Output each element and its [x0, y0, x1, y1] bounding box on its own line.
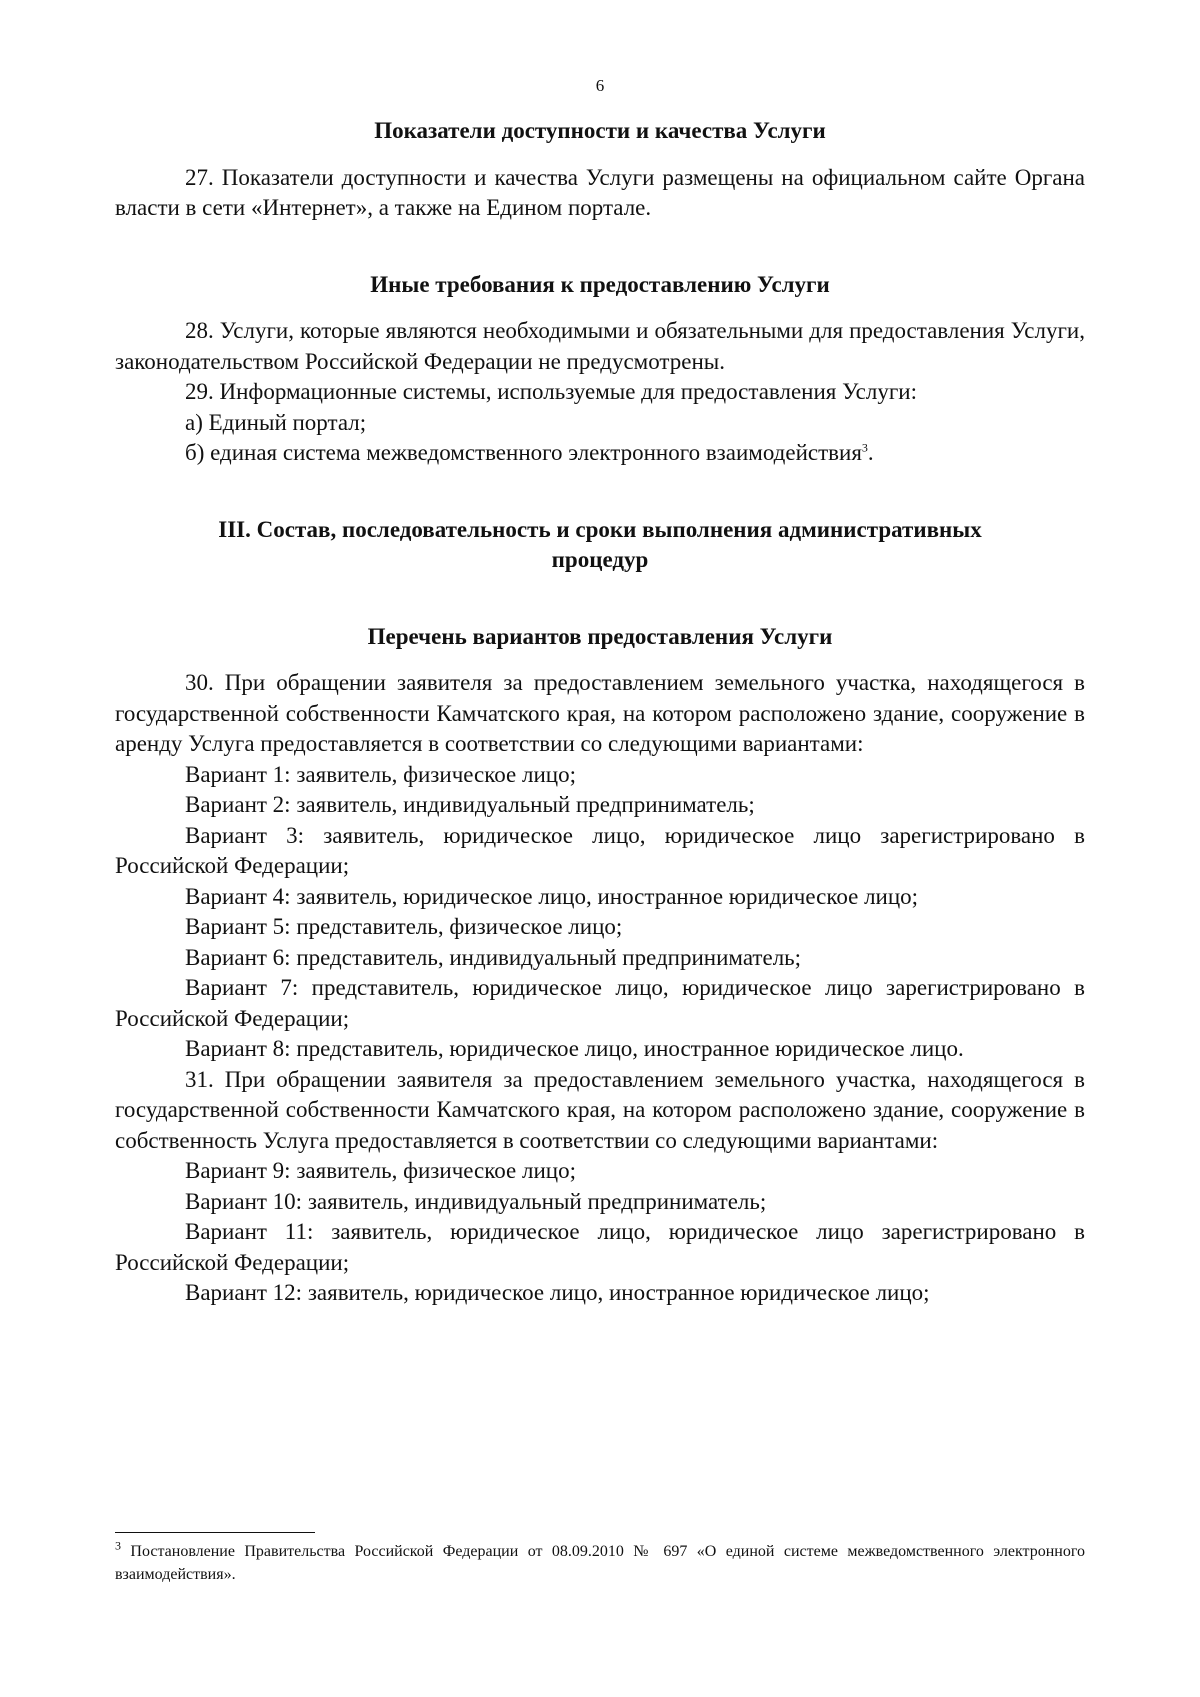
paragraph-30: 30. При обращении заявителя за предоставлением земельного участка, находящегося в государственной собственности Камчатского края, на котором расположено здание, сооружение в аренду Услуга предоставляется в соответствии со следующими вариантами:	[115, 670, 1085, 756]
section-heading-accessibility: Показатели доступности и качества Услуги	[374, 118, 826, 143]
chapter-heading-iii	[115, 515, 1085, 576]
variant-4: Вариант 4: заявитель, юридическое лицо, иностранное юридическое лицо;	[185, 883, 919, 909]
paragraph-29b-end: .	[867, 440, 874, 465]
paragraph-31: 31. При обращении заявителя за предоставлением земельного участка, находящегося в государственной собственности Камчатского края, на котором расположено здание, сооружение в собственность Услуга предоставляется в соответствии со следующими вариантами:	[115, 1066, 1085, 1153]
variant-5: Вариант 5: представитель, физическое лицо;	[185, 914, 623, 939]
footnote-divider	[115, 1532, 315, 1533]
footnote-marker: 3	[115, 1538, 121, 1553]
paragraph-27: 27. Показатели доступности и качества Услуги размещены на официальном сайте Органа власти в сети «Интернет», а также на Едином портале.	[115, 164, 1085, 220]
paragraph-29b-text: б) единая система межведомственного электронного взаимодействия	[185, 440, 862, 465]
variant-2: Вариант 2: заявитель, индивидуальный предприниматель;	[185, 792, 755, 817]
chapter-heading-line2: процедур	[551, 547, 649, 572]
variant-10: Вариант 10: заявитель, индивидуальный предприниматель;	[185, 1188, 767, 1214]
paragraph-29a: а) Единый портал;	[185, 409, 367, 435]
footnote-text: Постановление Правительства Российской Федерации от 08.09.2010 № 697 «О единой системе межведомственного электронного взаимодействия».	[115, 1543, 1085, 1583]
variant-1: Вариант 1: заявитель, физическое лицо;	[185, 761, 576, 787]
variant-11: Вариант 11: заявитель, юридическое лицо, юридическое лицо зарегистрировано в Российской Федерации;	[115, 1219, 1085, 1275]
footnote-reference: 3	[861, 440, 868, 455]
section-heading-variants: Перечень вариантов предоставления Услуги	[367, 623, 833, 649]
chapter-heading-line1: III. Состав, последовательность и сроки выполнения административных	[218, 516, 982, 542]
paragraph-29b	[115, 438, 1085, 469]
document-body	[115, 116, 1085, 1309]
variant-12: Вариант 12: заявитель, юридическое лицо, иностранное юридическое лицо;	[185, 1280, 930, 1305]
footnote	[115, 1540, 1085, 1586]
variant-8: Вариант 8: представитель, юридическое лицо, иностранное юридическое лицо.	[185, 1036, 964, 1061]
page-number: 6	[595, 76, 605, 95]
section-heading-other-requirements: Иные требования к предоставлению Услуги	[370, 271, 830, 297]
variant-7: Вариант 7: представитель, юридическое лицо, юридическое лицо зарегистрировано в Российской Федерации;	[115, 975, 1085, 1031]
variant-9: Вариант 9: заявитель, физическое лицо;	[185, 1158, 576, 1183]
variant-3: Вариант 3: заявитель, юридическое лицо, юридическое лицо зарегистрировано в Российской Федерации;	[115, 822, 1085, 878]
paragraph-28: 28. Услуги, которые являются необходимыми и обязательными для предоставления Услуги, законодательством Российской Федерации не предусмотрены.	[115, 318, 1085, 374]
variant-6: Вариант 6: представитель, индивидуальный предприниматель;	[185, 944, 802, 970]
paragraph-29: 29. Информационные системы, используемые для предоставления Услуги:	[185, 379, 917, 404]
